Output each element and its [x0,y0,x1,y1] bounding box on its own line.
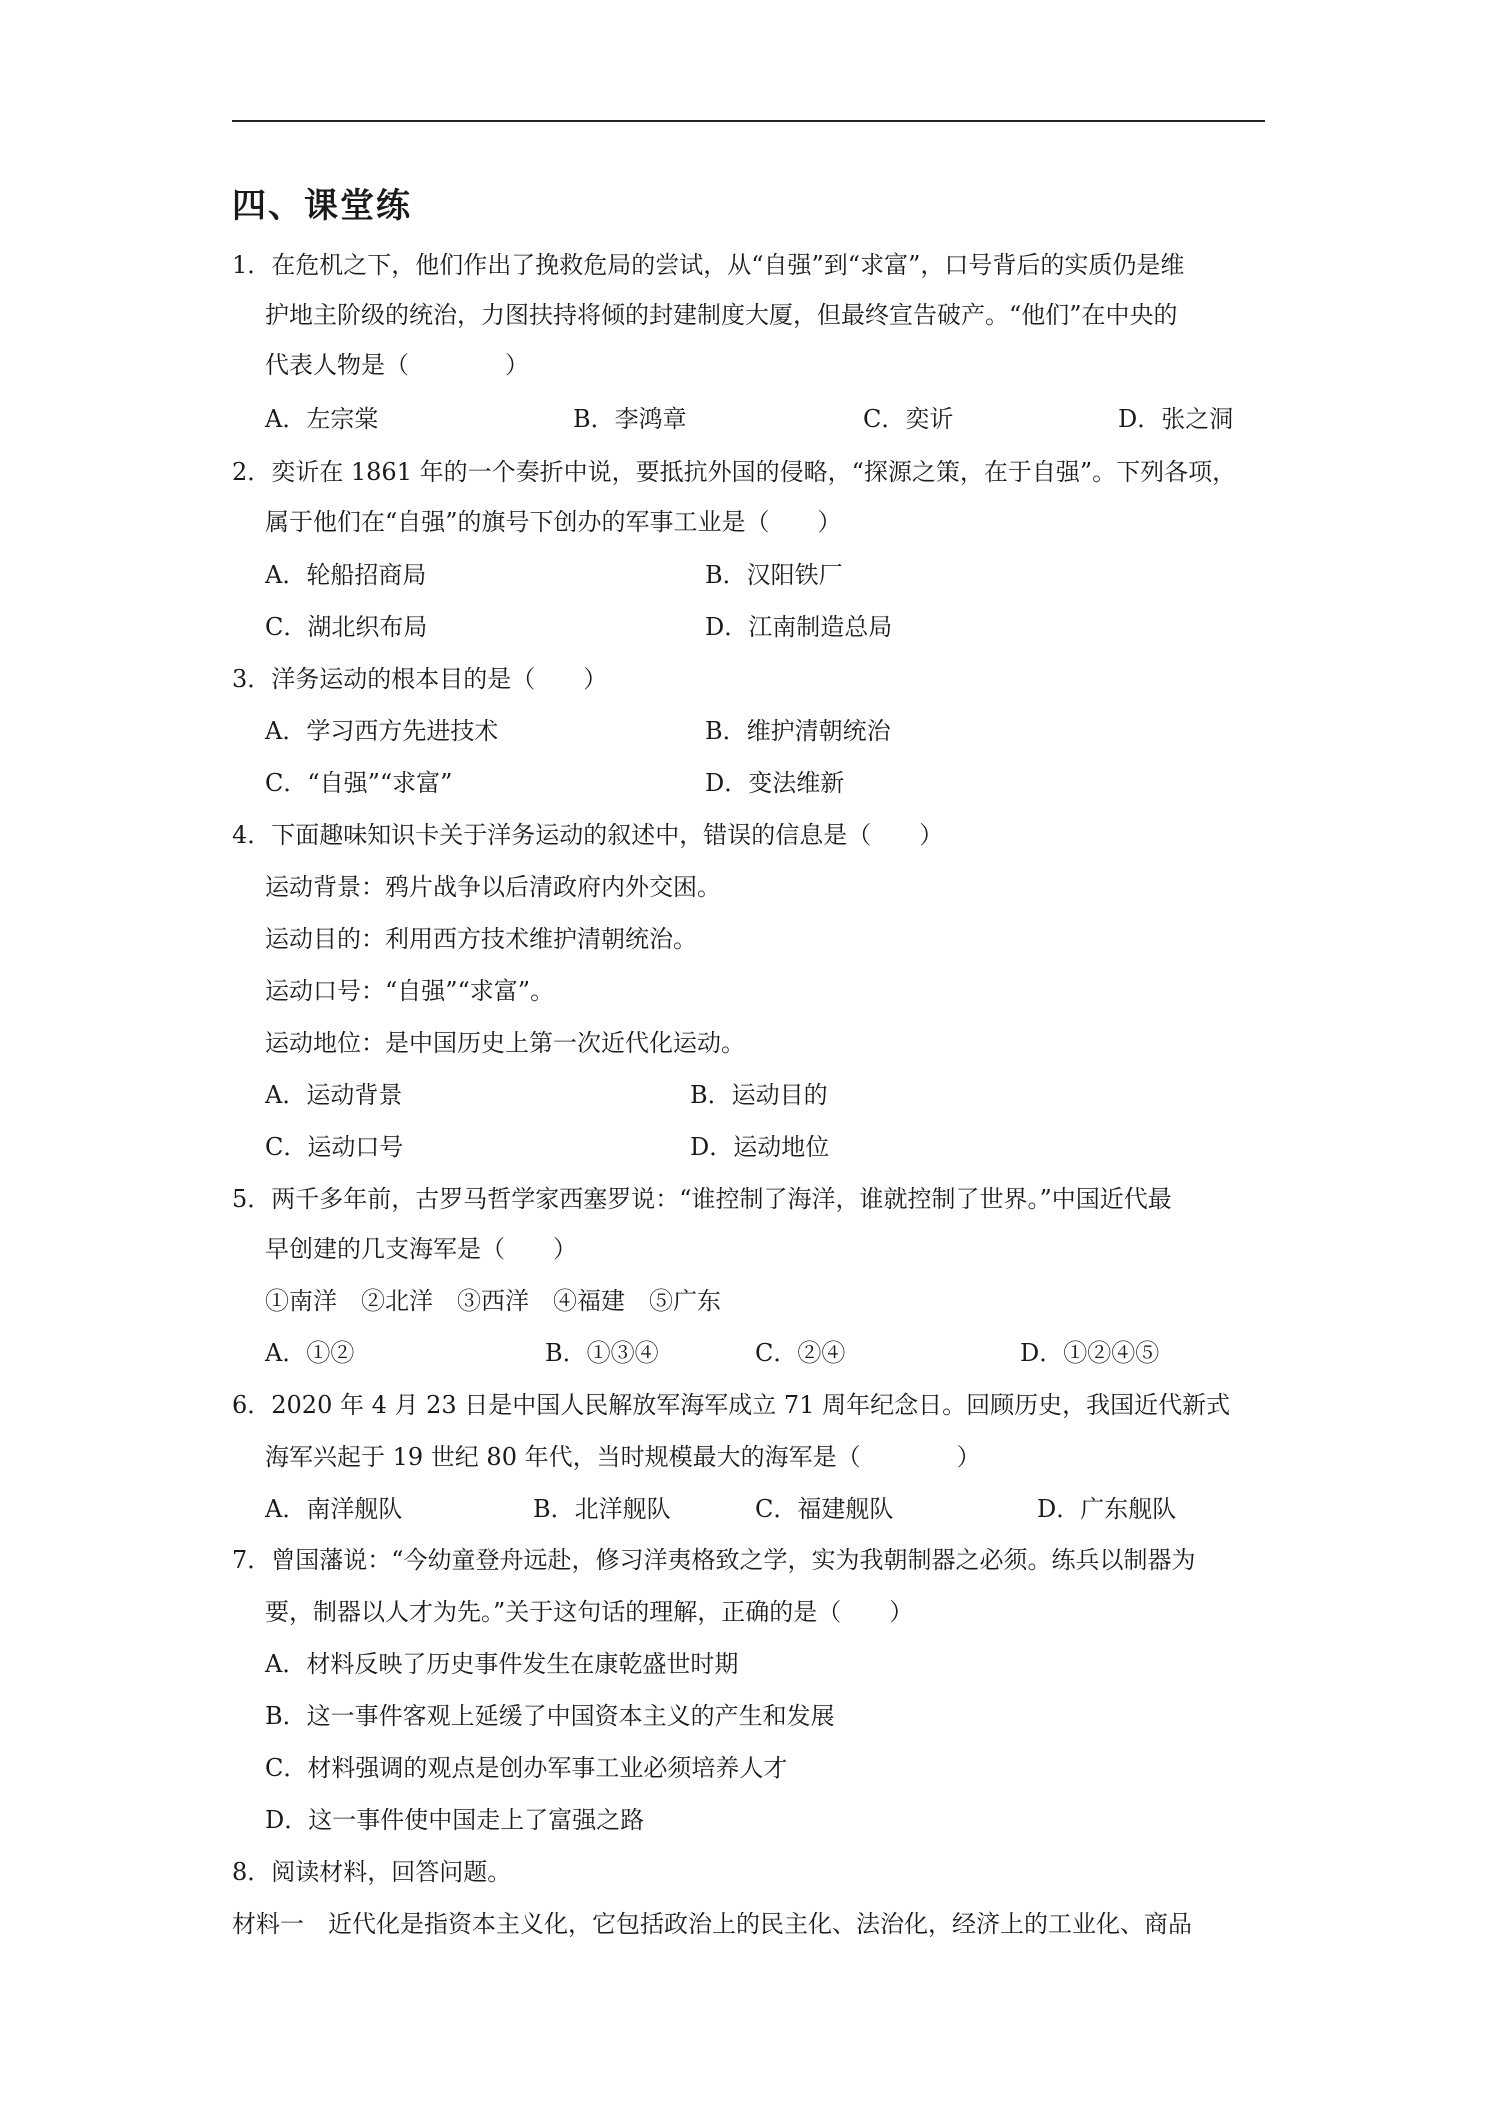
question-7-line-2: 要，制器以人才为先。”关于这句话的理解，正确的是（ ） [265,1598,914,1626]
question-8-material-1: 材料一 近代化是指资本主义化，它包括政治上的民主化、法治化，经济上的工业化、商品 [232,1910,1192,1938]
question-2-option-d: D．江南制造总局 [705,613,893,641]
question-5-option-d: D．①②④⑤ [1020,1339,1160,1367]
question-2-option-c: C．湖北织布局 [265,613,428,641]
question-6-option-a: A．南洋舰队 [265,1495,403,1523]
question-4-option-a: A．运动背景 [265,1081,403,1109]
question-2-option-a: A．轮船招商局 [265,561,427,589]
question-5-option-a: A．①② [265,1339,355,1367]
question-5-line-2: 早创建的几支海军是（ ） [265,1235,577,1263]
question-3-option-a: A．学习西方先进技术 [265,717,499,745]
question-7-option-a: A．材料反映了历史事件发生在康乾盛世时期 [265,1650,739,1678]
question-7-option-d: D．这一事件使中国走上了富强之路 [265,1806,645,1834]
question-6-option-c: C．福建舰队 [755,1495,894,1523]
question-4-status: 运动地位：是中国历史上第一次近代化运动。 [265,1029,745,1057]
question-5-option-b: B．①③④ [545,1339,659,1367]
question-4-option-d: D．运动地位 [690,1133,830,1161]
header-rule [232,120,1265,122]
question-4-option-c: C．运动口号 [265,1133,404,1161]
question-6-line-1: 6．2020 年 4 月 23 日是中国人民解放军海军成立 71 周年纪念日。回顾历史，我国近代新式 [232,1391,1231,1419]
question-3-line-1: 3．洋务运动的根本目的是（ ） [232,665,608,693]
question-4-background: 运动背景：鸦片战争以后清政府内外交困。 [265,873,721,901]
question-5-choices: ①南洋 ②北洋 ③西洋 ④福建 ⑤广东 [265,1287,721,1315]
question-4-line-1: 4．下面趣味知识卡关于洋务运动的叙述中，错误的信息是（ ） [232,821,944,849]
question-1-line-1: 1．在危机之下，他们作出了挽救危局的尝试，从“自强”到“求富”，口号背后的实质仍是维 [232,251,1185,279]
question-2-line-2: 属于他们在“自强”的旗号下创办的军事工业是（ ） [265,508,842,536]
question-2-line-1: 2．奕䜣在 1861 年的一个奏折中说，要抵抗外国的侵略，“探源之策，在于自强”。下列各项， [232,458,1237,486]
question-1-line-3: 代表人物是（ ） [265,351,529,379]
question-3-option-c: C．“自强”“求富” [265,769,453,797]
question-4-option-b: B．运动目的 [690,1081,828,1109]
question-8-line-1: 8．阅读材料，回答问题。 [232,1858,512,1886]
question-6-option-d: D．广东舰队 [1037,1495,1177,1523]
question-1-option-a: A．左宗棠 [265,405,379,433]
question-6-line-2: 海军兴起于 19 世纪 80 年代，当时规模最大的海军是（ ） [265,1443,981,1471]
question-4-slogan: 运动口号：“自强”“求富”。 [265,977,555,1005]
question-7-line-1: 7．曾国藩说：“今幼童登舟远赴，修习洋夷格致之学，实为我朝制器之必须。练兵以制器为 [232,1546,1196,1574]
question-1-option-b: B．李鸿章 [573,405,687,433]
question-1-line-2: 护地主阶级的统治，力图扶持将倾的封建制度大厦，但最终宣告破产。“他们”在中央的 [265,301,1178,329]
question-4-purpose: 运动目的：利用西方技术维护清朝统治。 [265,925,697,953]
question-6-option-b: B．北洋舰队 [533,1495,671,1523]
question-3-option-b: B．维护清朝统治 [705,717,891,745]
question-1-option-d: D．张之洞 [1118,405,1234,433]
question-3-option-d: D．变法维新 [705,769,845,797]
question-7-option-b: B．这一事件客观上延缓了中国资本主义的产生和发展 [265,1702,835,1730]
section-title: 四、课堂练 [232,186,412,226]
question-5-option-c: C．②④ [755,1339,846,1367]
question-5-line-1: 5．两千多年前，古罗马哲学家西塞罗说：“谁控制了海洋，谁就控制了世界。”中国近代最 [232,1185,1172,1213]
question-1-option-c: C．奕䜣 [863,405,954,433]
question-2-option-b: B．汉阳铁厂 [705,561,843,589]
question-7-option-c: C．材料强调的观点是创办军事工业必须培养人才 [265,1754,788,1782]
